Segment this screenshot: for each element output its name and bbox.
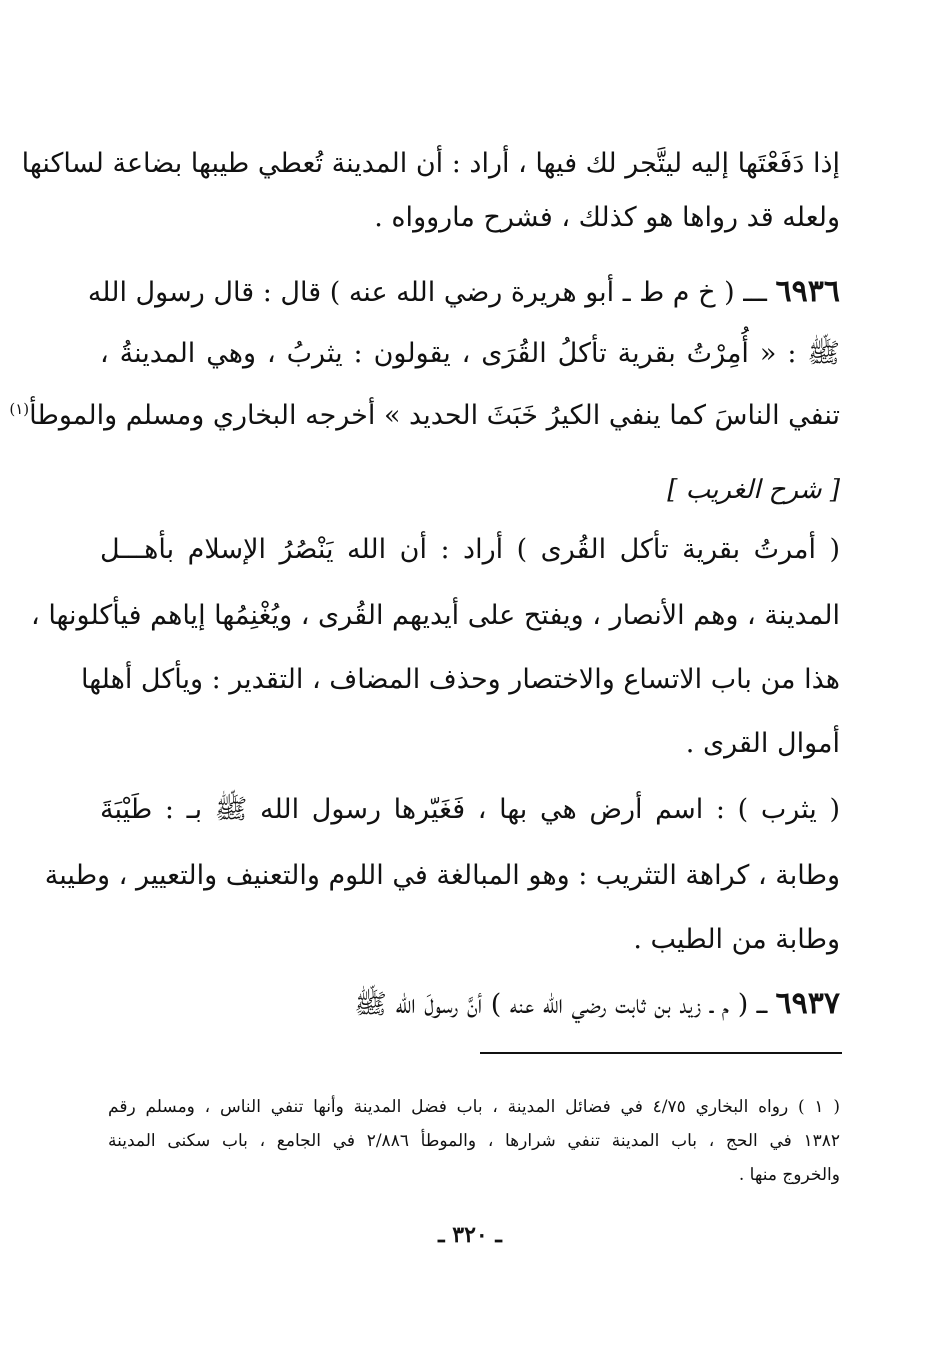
hadith-6936-line-3: [9, 396, 840, 436]
gharib-line-1: ( أمرتُ بقرية تأكل القُرى ) أراد : أن الله يَنْصُرُ الإسلام بأهـــل: [100, 534, 840, 565]
hadith-number-6936: ٦٩٣٦: [775, 274, 840, 309]
body-line-2: ولعله قد رواها هو كذلك ، فشرح ماروواه .: [374, 202, 840, 233]
gharib-line-3: هذا من باب الاتساع والاختصار وحذف المضاف ، التقدير : ويأكل أهلها: [80, 664, 840, 695]
hadith-6937-line: [100, 984, 840, 1024]
footnote-line-1: ( ١ ) رواه البخاري ٤/٧٥ في فضائل المدينة ، باب فضل المدينة وأنها تنفي الناس ، ومسلم رقم: [108, 1097, 840, 1117]
hadith-6936-line-2: ﷺ : « أُمِرْتُ بقرية تأكلُ القُرَى ، يقولون : يثربُ ، وهي المدينةُ ،: [100, 338, 840, 369]
footnote-separator: [480, 1052, 842, 1054]
gharib-line-2: المدينة ، وهم الأنصار ، ويفتح على أيديهم القُرى ، ويُغْنِمُها إياهم فيأكلونها ،: [31, 600, 840, 631]
hadith-6936-text-end: تنفي الناسَ كما ينفي الكيرُ خَبَثَ الحديد » أخرجه البخاري ومسلم والموطأ: [29, 400, 840, 431]
gharib-line-5: ( يثرب ) : اسم أرض هي بها ، فَغَيّرها رسول الله ﷺ بـ : طَيْبَةَ: [100, 794, 840, 825]
gharib-line-4: أموال القرى .: [685, 728, 840, 759]
page-number: ـ ٣٢٠ ـ: [438, 1222, 502, 1248]
hadith-number-6937: ٦٩٣٧: [775, 986, 840, 1021]
section-heading: [ شرح الغريب ]: [667, 475, 840, 505]
hadith-6936-isnad: ـــ ( خ م ط ـ أبو هريرة رضي الله عنه ) قال : قال رسول الله: [87, 277, 767, 308]
gharib-line-6: وطابة ، كراهة التثريب : وهو المبالغة في اللوم والتعنيف والتعيير ، وطيبة: [44, 860, 840, 891]
hadith-6936-line-1: [87, 272, 840, 312]
footnote-ref: (١): [9, 400, 30, 418]
footnote-line-3: والخروج منها .: [738, 1165, 840, 1185]
hadith-6937-isnad: ـــ ( م ـ زيد بن ثابت رضي الله عنه ) أنَّ رسولَ الله ﷺ: [354, 989, 767, 1020]
body-line-1: إذا دَفَعْتَها إليه ليتَّجر لك فيها ، أراد : أن المدينة تُعطي طيبها بضاعة لساكنها: [21, 148, 840, 179]
footnote-line-2: ١٣٨٢ في الحج ، باب المدينة تنفي شرارها ، والموطأ ٢/٨٨٦ في الجامع ، باب سكنى المدينة: [108, 1131, 840, 1151]
gharib-line-7: وطابة من الطيب .: [633, 924, 840, 955]
